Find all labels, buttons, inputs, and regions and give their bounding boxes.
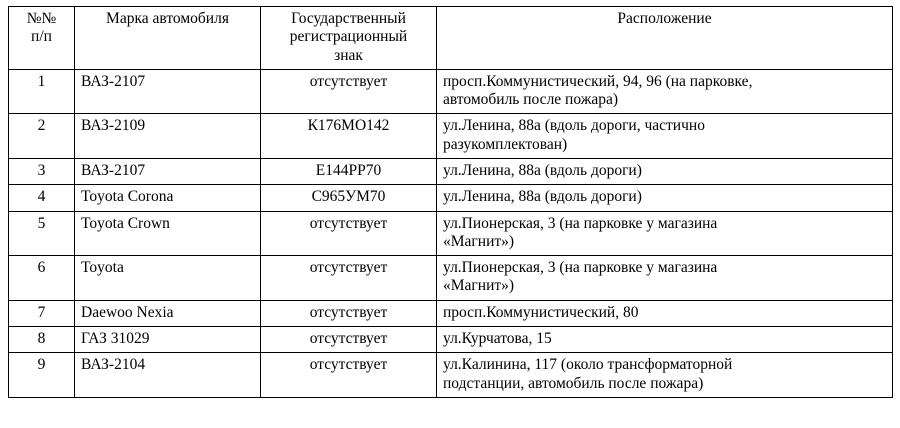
cell-plate: отсутствует: [261, 300, 437, 326]
column-header-plate: [261, 7, 437, 70]
cell-brand: ВАЗ-2109: [75, 114, 261, 159]
cell-number: 6: [9, 256, 75, 301]
cell-location: [437, 353, 893, 398]
table-row: [9, 326, 893, 352]
cell-location: [437, 185, 893, 211]
column-header-location: [437, 7, 893, 70]
vehicle-table: [8, 6, 893, 398]
column-header-brand: [75, 7, 261, 70]
cell-location: [437, 211, 893, 256]
table-row: [9, 211, 893, 256]
cell-number: 7: [9, 300, 75, 326]
table-row: [9, 185, 893, 211]
table-body: [9, 69, 893, 397]
cell-number: 1: [9, 69, 75, 114]
cell-location-line-2: подстанции, автомобиль после пожара): [443, 374, 704, 392]
table-row: [9, 158, 893, 184]
column-header-brand-line-1: Марка автомобиля: [106, 10, 229, 27]
cell-number: 2: [9, 114, 75, 159]
table-header-row: [9, 7, 893, 70]
column-header-plate-line-3: знак: [334, 46, 363, 64]
cell-plate: отсутствует: [261, 326, 437, 352]
cell-location: [437, 326, 893, 352]
cell-brand: Toyota Corona: [75, 185, 261, 211]
cell-location: [437, 69, 893, 114]
cell-location-line-2: автомобиль после пожара): [443, 91, 619, 109]
cell-plate: отсутствует: [261, 256, 437, 301]
cell-location: [437, 256, 893, 301]
table-row: [9, 114, 893, 159]
cell-plate: С965УМ70: [261, 185, 437, 211]
cell-brand: ГАЗ 31029: [75, 326, 261, 352]
cell-location-line-2: «Магнит»): [443, 232, 515, 250]
column-header-number-line-1: №№: [26, 10, 57, 27]
table-row: [9, 69, 893, 114]
cell-location-line-1: ул.Пионерская, 3 (на парковке у магазина: [443, 259, 718, 277]
cell-location-line-1: ул.Калинина, 117 (около трансформаторной: [443, 356, 733, 374]
cell-location-line-1: ул.Ленина, 88а (вдоль дороги, частично: [443, 117, 705, 135]
cell-location-line-1: просп.Коммунистический, 80: [443, 303, 639, 321]
column-header-location-line-1: Расположение: [617, 10, 712, 27]
column-header-plate-line-2: регистрационный: [289, 28, 408, 46]
cell-number: 4: [9, 185, 75, 211]
cell-brand: ВАЗ-2104: [75, 353, 261, 398]
cell-location-line-1: ул.Ленина, 88а (вдоль дороги): [443, 161, 642, 179]
column-header-number-line-2: п/п: [31, 28, 52, 46]
cell-plate: Е144РР70: [261, 158, 437, 184]
table-row: [9, 300, 893, 326]
cell-plate: отсутствует: [261, 211, 437, 256]
cell-brand: Toyota: [75, 256, 261, 301]
cell-location-line-1: ул.Ленина, 88а (вдоль дороги): [443, 188, 642, 206]
table-header: [9, 7, 893, 70]
cell-location-line-1: ул.Курчатова, 15: [443, 329, 552, 347]
cell-number: 9: [9, 353, 75, 398]
column-header-plate-line-1: Государственный: [291, 10, 406, 27]
cell-brand: Toyota Crown: [75, 211, 261, 256]
cell-plate: отсутствует: [261, 69, 437, 114]
cell-number: 3: [9, 158, 75, 184]
cell-location-line-2: разукомплектован): [443, 135, 568, 153]
column-header-number: [9, 7, 75, 70]
table-row: [9, 353, 893, 398]
cell-location: [437, 114, 893, 159]
cell-number: 8: [9, 326, 75, 352]
cell-brand: Daewoo Nexia: [75, 300, 261, 326]
cell-number: 5: [9, 211, 75, 256]
table-row: [9, 256, 893, 301]
cell-brand: ВАЗ-2107: [75, 158, 261, 184]
cell-brand: ВАЗ-2107: [75, 69, 261, 114]
cell-location-line-1: ул.Пионерская, 3 (на парковке у магазина: [443, 214, 718, 232]
cell-location: [437, 300, 893, 326]
cell-location: [437, 158, 893, 184]
cell-location-line-2: «Магнит»): [443, 277, 515, 295]
cell-plate: отсутствует: [261, 353, 437, 398]
cell-plate: К176МО142: [261, 114, 437, 159]
cell-location-line-1: просп.Коммунистический, 94, 96 (на парковке,: [443, 72, 753, 90]
